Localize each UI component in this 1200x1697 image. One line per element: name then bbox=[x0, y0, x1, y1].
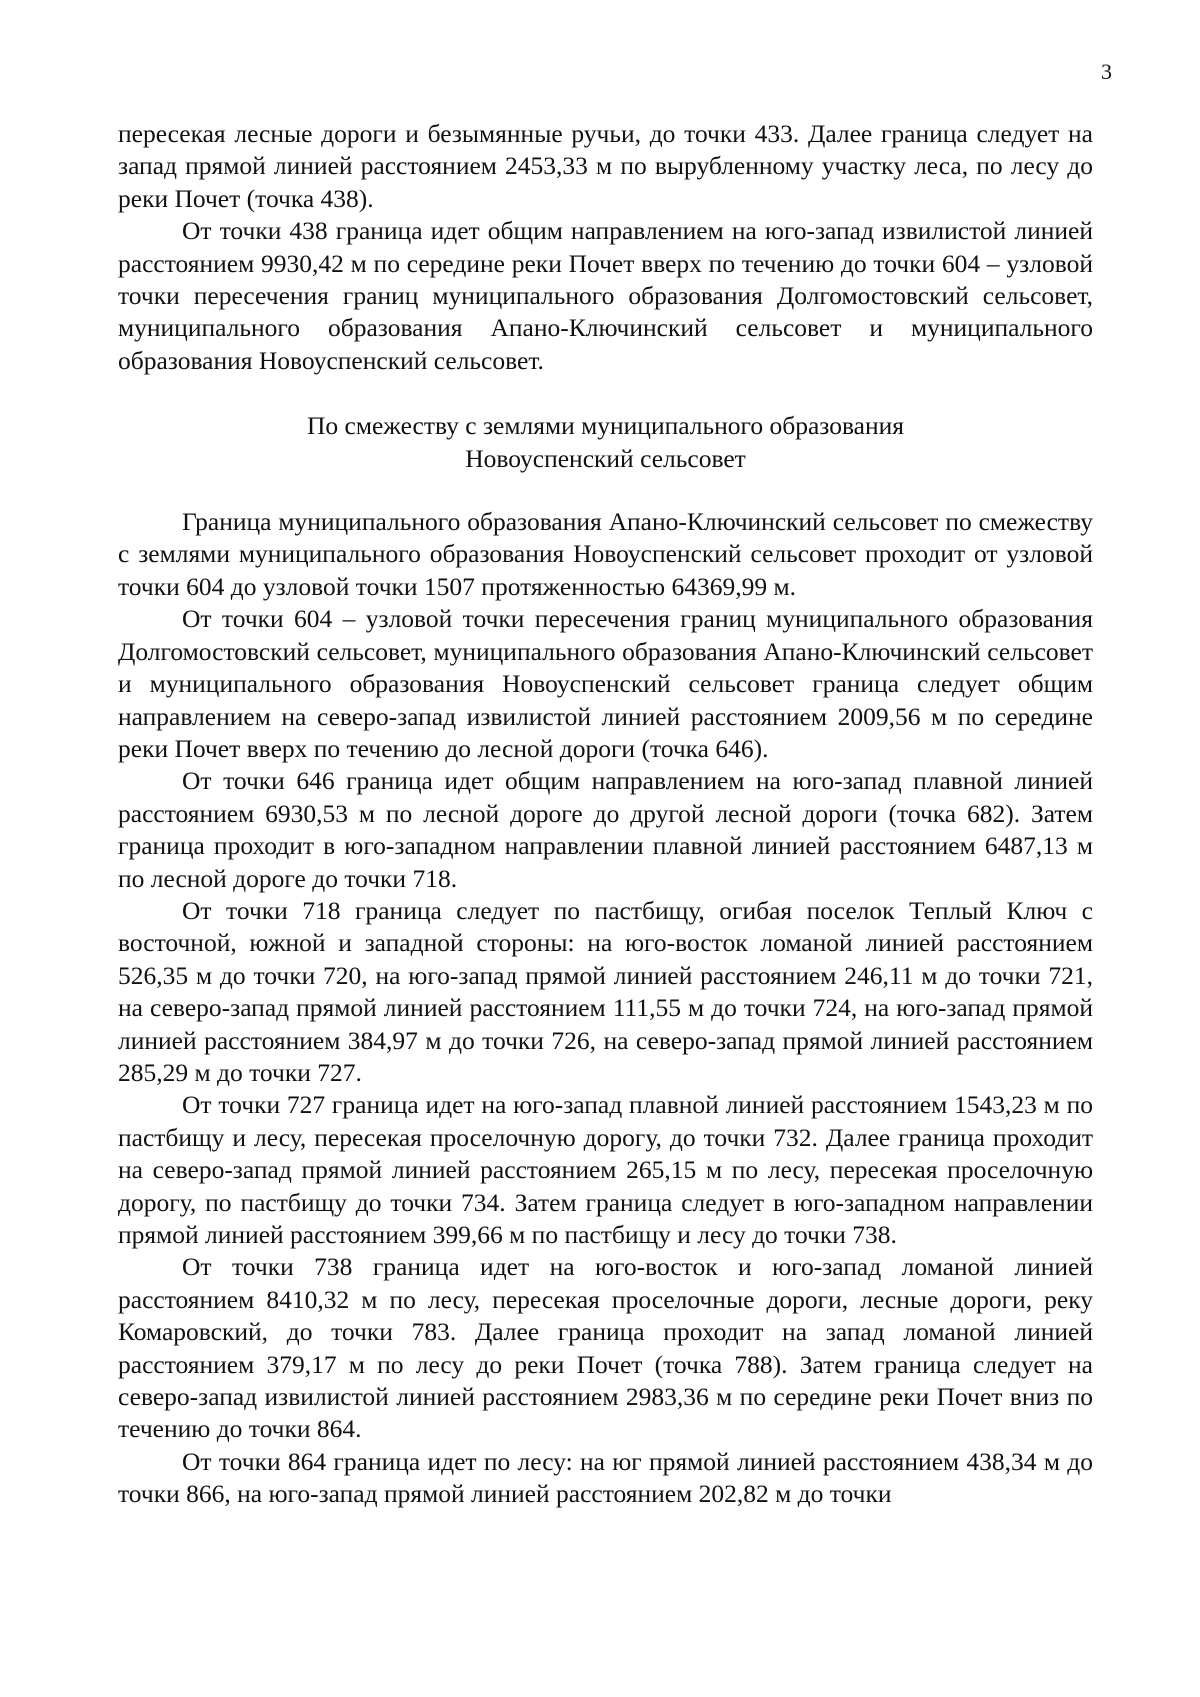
paragraph-point-604: От точки 604 – узловой точки пересечения границ муниципального образования Долгомостовский сельсовет, муниципального образования Апано-Ключинский сельсовет и муниципального образования Новоуспенский сельсовет граница следует общим направлением на северо-запад извилистой линией расстоянием 2009,56 м по середине реки Почет вверх по течению до лесной дороги (точка 646). bbox=[118, 604, 1093, 763]
paragraph-point-864: От точки 864 граница идет по лесу: на юг прямой линией расстоянием 438,34 м до точки 866, на юго-запад прямой линией расстоянием 202,82 м до точки bbox=[118, 1446, 1093, 1509]
page-number: 3 bbox=[1101, 59, 1112, 84]
paragraph-continuation: пересекая лесные дороги и безымянные ручьи, до точки 433. Далее граница следует на запад прямой линией расстоянием 2453,33 м по вырубленному участку леса, по лесу до реки Почет (точка 438). bbox=[118, 119, 1093, 213]
paragraph-point-738: От точки 738 граница идет на юго-восток и юго-запад ломаной линией расстоянием 8410,32 м по лесу, пересекая проселочные дороги, лесные дороги, реку Комаровский, до точки 783. Далее граница проходит на запад ломаной линией расстоянием 379,17 м по лесу до реки Почет (точка 788). Затем граница следует на северо-запад извилистой линией расстоянием 2983,36 м по середине реки Почет вниз по течению до точки 864. bbox=[118, 1252, 1093, 1444]
paragraph-point-727: От точки 727 граница идет на юго-запад плавной линией расстоянием 1543,23 м по пастбищу и лесу, пересекая проселочную дорогу, до точки 732. Далее граница проходит на северо-запад прямой линией расстоянием 265,15 м по лесу, пересекая проселочную дорогу, по пастбищу до точки 734. Затем граница следует в юго-западном направлении прямой линией расстоянием 399,66 м по пастбищу и лесу до точки 738. bbox=[118, 1090, 1093, 1249]
paragraph-point-718: От точки 718 граница следует по пастбищу, огибая поселок Теплый Ключ с восточной, южной и западной стороны: на юго-восток ломаной линией расстоянием 526,35 м до точки 720, на юго-запад прямой линией расстоянием 246,11 м до точки 721, на северо-запад прямой линией расстоянием 111,55 м до точки 724, на юго-запад прямой линией расстоянием 384,97 м до точки 726, на северо-запад прямой линией расстоянием 285,29 м до точки 727. bbox=[118, 895, 1093, 1087]
paragraph-point-438: От точки 438 граница идет общим направлением на юго-запад извилистой линией расстоянием 9930,42 м по середине реки Почет вверх по течению до точки 604 – узловой точки пересечения границ муниципального образования Долгомостовский сельсовет, муниципального образования Апано-Ключинский сельсовет и муниципального образования Новоуспенский сельсовет. bbox=[118, 216, 1093, 375]
document-body bbox=[118, 118, 1093, 1511]
section-heading-line-2: Новоуспенский сельсовет bbox=[465, 443, 746, 473]
paragraph-boundary-overview: Граница муниципального образования Апано-Ключинский сельсовет по смежеству с землями муниципального образования Новоуспенский сельсовет проходит от узловой точки 604 до узловой точки 1507 протяженностью 64369,99 м. bbox=[118, 507, 1093, 601]
section-heading-line-1: По смежеству с землями муниципального образования bbox=[306, 411, 904, 441]
paragraph-point-646: От точки 646 граница идет общим направлением на юго-запад плавной линией расстоянием 6930,53 м по лесной дороге до другой лесной дороги (точка 682). Затем граница проходит в юго-западном направлении плавной линией расстоянием 6487,13 м по лесной дороге до точки 718. bbox=[118, 766, 1093, 893]
